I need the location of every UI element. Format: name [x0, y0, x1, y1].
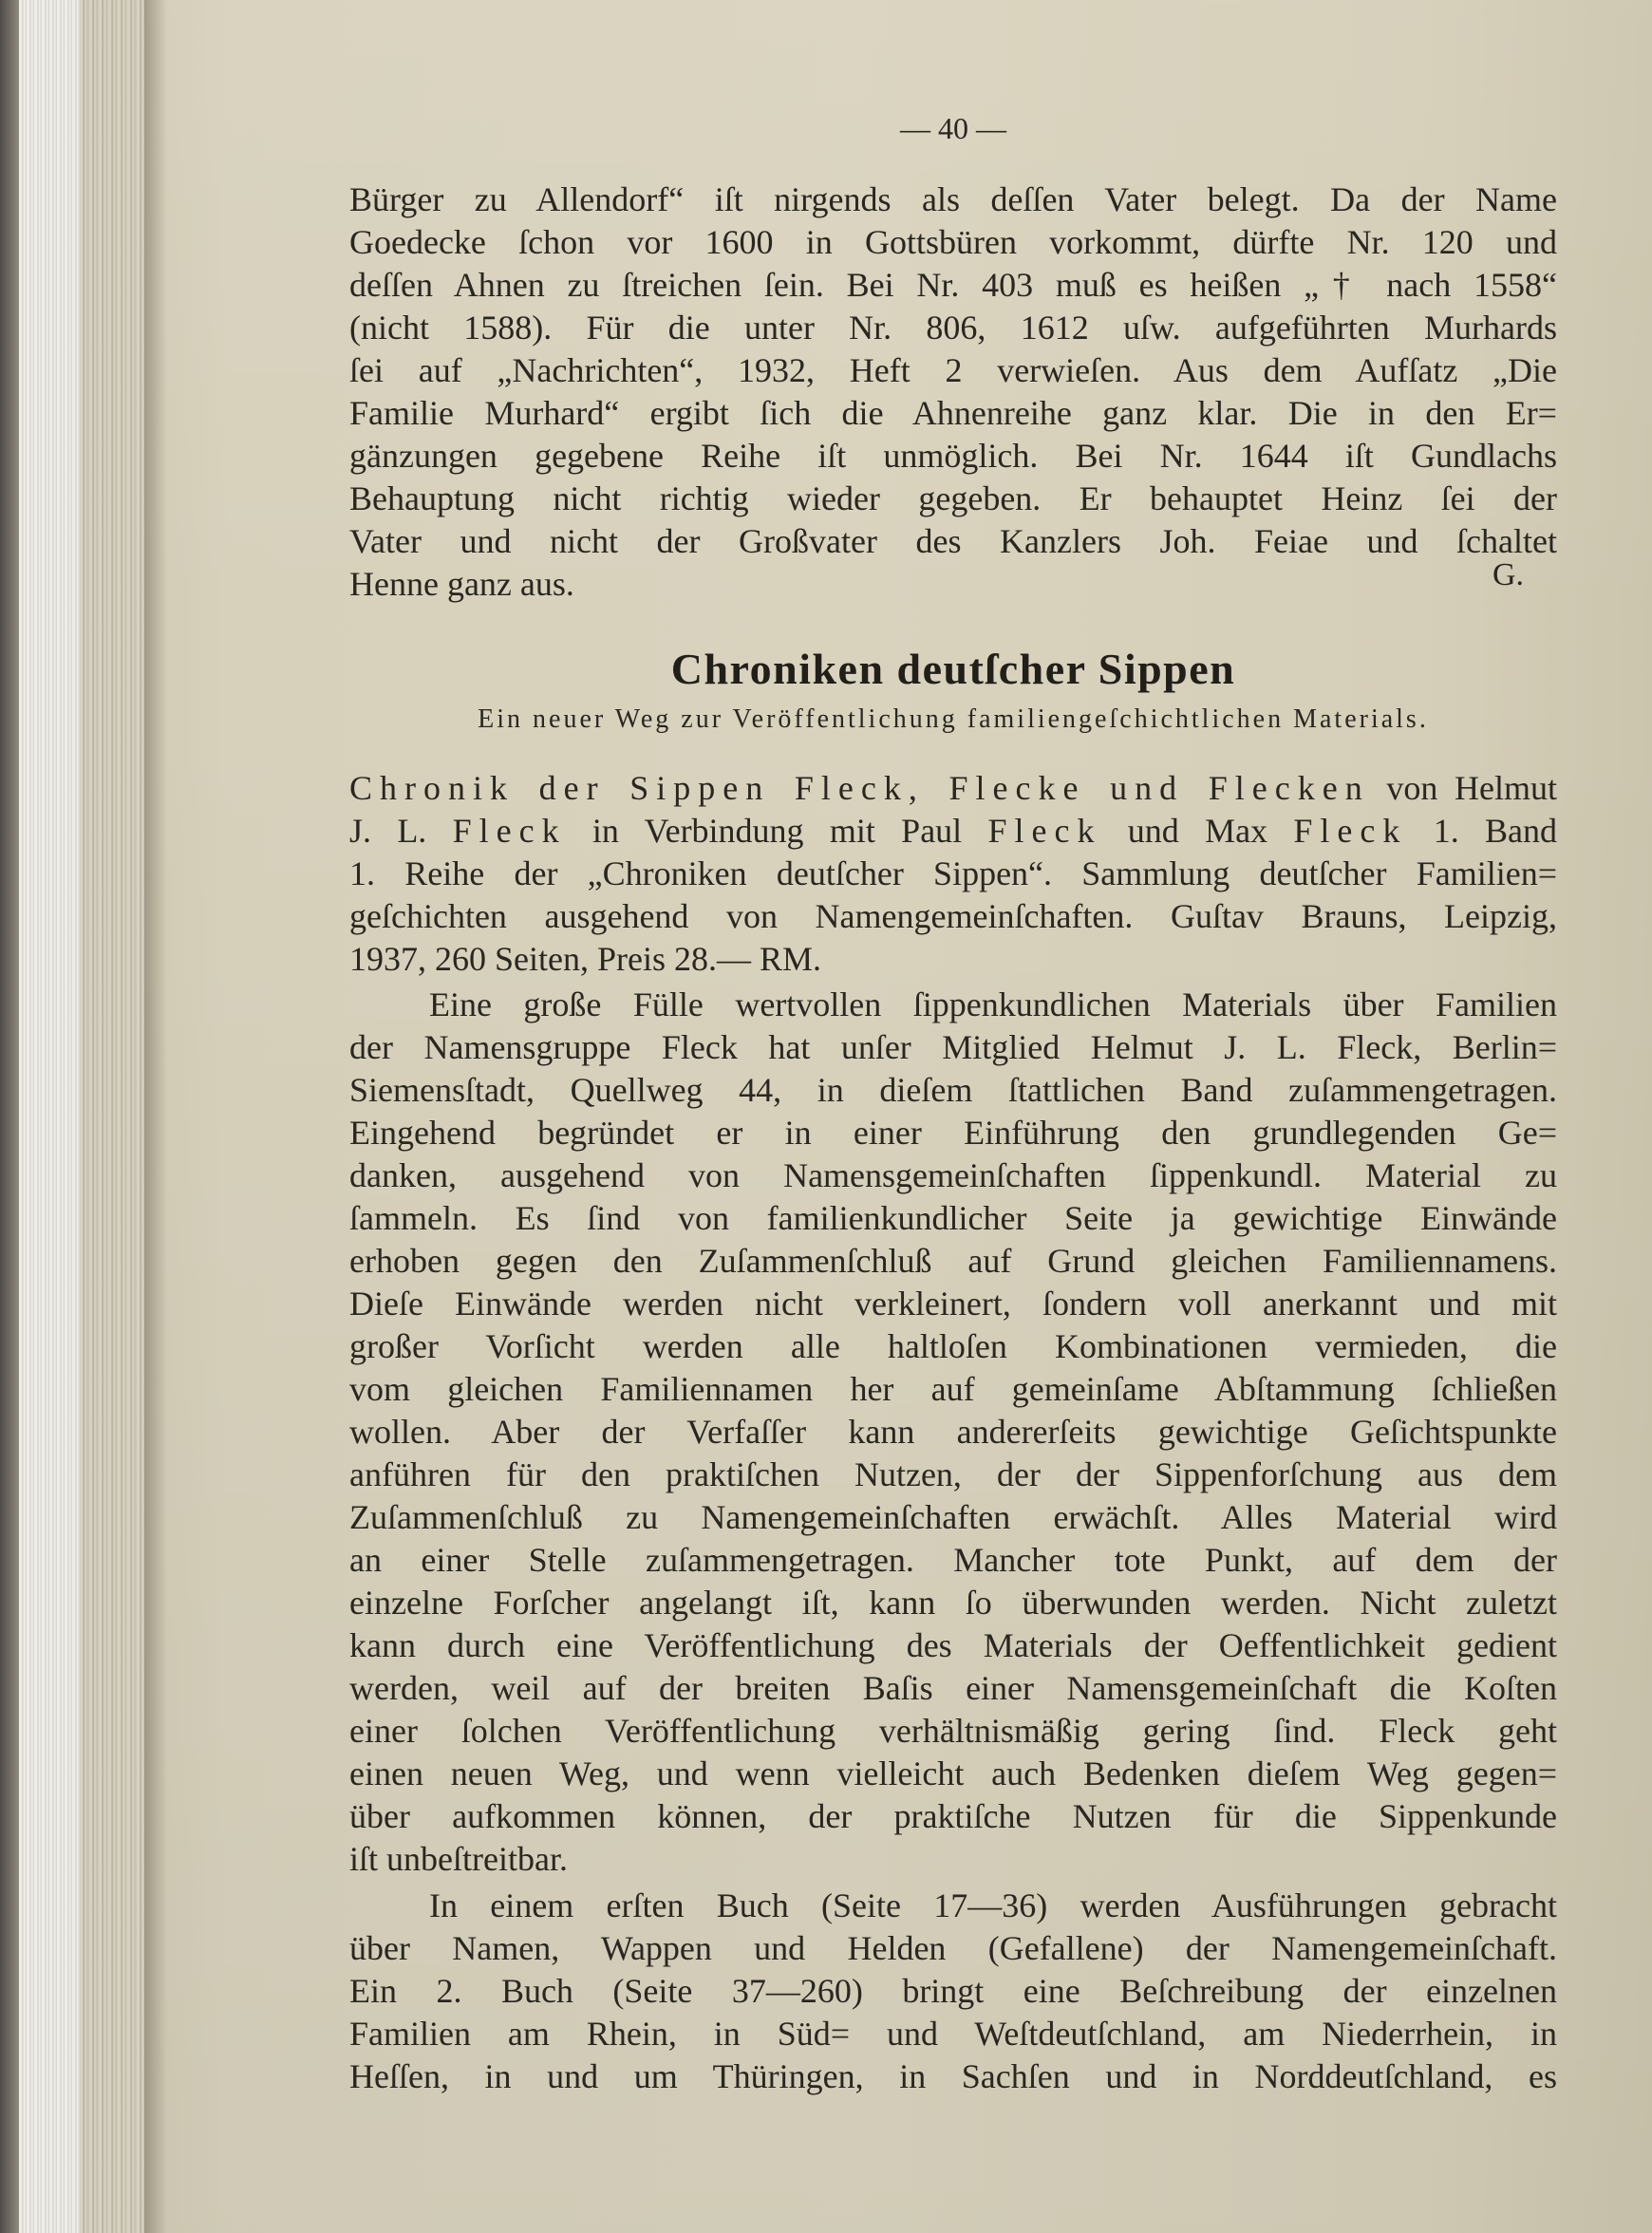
text-line [349, 810, 1557, 853]
page-stack-edge-dark [80, 0, 144, 2233]
text-line: großer Vorſicht werden alle haltloſen Kombinationen vermieden, die [349, 1327, 1557, 1365]
text-line: iſt unbeſtreitbar. [349, 1840, 568, 1878]
text-line: Zuſammenſchluß zu Namengemeinſchaften erwächſt. Alles Material wird [349, 1498, 1557, 1536]
text-segment: und Max [1101, 812, 1294, 850]
text-line: Familie Murhard“ ergibt ſich die Ahnenreihe ganz klar. Die in den Er= [349, 394, 1557, 432]
text-segment: von Helmut [1369, 769, 1558, 807]
author-initial: G. [1492, 557, 1525, 592]
spaced-text: Fleck [1293, 812, 1408, 850]
text-line: kann durch eine Veröffentlichung des Materials der Oeffentlichkeit gedient [349, 1626, 1557, 1664]
text-line: Goedecke ſchon vor 1600 in Gottsbüren vorkommt, dürfte Nr. 120 und [349, 223, 1557, 261]
text-line: Heſſen, in und um Thüringen, in Sachſen und in Norddeutſchland, es [349, 2057, 1557, 2095]
text-segment: geſchichten ausgehend von Namengemeinſchaften. Guſtav Brauns, Leipzig, [349, 897, 1557, 935]
text-line: erhoben gegen den Zuſammenſchluß auf Grund gleichen Familiennamens. [349, 1242, 1557, 1280]
text-line: werden, weil auf der breiten Baſis einer Namensgemeinſchaft die Koſten [349, 1669, 1557, 1707]
text-line: gänzungen gegebene Reihe iſt unmöglich. Bei Nr. 1644 iſt Gundlachs [349, 437, 1557, 475]
text-line: über aufkommen können, der praktiſche Nutzen für die Sippenkunde [349, 1797, 1557, 1835]
text-line: Familien am Rhein, in Süd= und Weſtdeutſchland, am Niederrhein, in [349, 2015, 1557, 2053]
text-segment: J. L. [349, 812, 453, 850]
text-line: danken, ausgehend von Namensgemeinſchaften ſippenkundl. Material zu [349, 1156, 1557, 1194]
section-heading: Chroniken deutſcher Sippen [670, 645, 1236, 693]
text-line: Henne ganz aus. [349, 565, 574, 603]
paragraph [349, 984, 1557, 1881]
spaced-text: Chronik der Sippen Fleck, Flecke und Flecken [349, 769, 1370, 807]
text-line: wollen. Aber der Verfaſſer kann andererſeits gewichtige Geſichtspunkte [349, 1413, 1557, 1451]
book-cover-edge [0, 0, 19, 2233]
text-line [349, 895, 1557, 938]
text-line: Eine große Fülle wertvollen ſippenkundlichen Materials über Familien [429, 985, 1557, 1023]
text-segment: 1937, 260 Seiten, Preis 28.— RM. [349, 940, 822, 978]
text-line: vom gleichen Familiennamen her auf gemeinſame Abſtammung ſchließen [349, 1370, 1557, 1408]
text-line: (nicht 1588). Für die unter Nr. 806, 1612 uſw. aufgeführten Murhards [349, 309, 1557, 347]
text-segment: 1. Band [1407, 812, 1557, 850]
spaced-text: Fleck [987, 812, 1102, 850]
text-line: Siemensſtadt, Quellweg 44, in dieſem ſtattlichen Band zuſammengetragen. [349, 1071, 1557, 1109]
spaced-text: Fleck [452, 812, 567, 850]
text-line: Ein 2. Buch (Seite 37—260) bringt eine Beſchreibung der einzelnen [349, 1972, 1557, 2010]
text-line: Behauptung nicht richtig wieder gegeben. Er behauptet Heinz ſei der [349, 479, 1557, 517]
text-segment: 1. Reihe der „Chroniken deutſcher Sippen“. Sammlung deutſcher Familien= [349, 854, 1557, 892]
text-line: Bürger zu Allendorf“ iſt nirgends als deſſen Vater belegt. Da der Name [349, 180, 1557, 218]
page-number: — 40 — [900, 111, 1006, 145]
text-line: ſammeln. Es ſind von familienkundlicher Seite ja gewichtige Einwände [349, 1199, 1557, 1237]
text-line: an einer Stelle zuſammengetragen. Mancher tote Punkt, auf dem der [349, 1541, 1557, 1579]
page-stack-edge-light [19, 0, 80, 2233]
text-line: In einem erſten Buch (Seite 17—36) werden Ausführungen gebracht [429, 1886, 1557, 1924]
text-line: ſei auf „Nachrichten“, 1932, Heft 2 verwieſen. Aus dem Aufſatz „Die [349, 351, 1557, 389]
review-ending-paragraph [349, 178, 1557, 606]
section-subheading: Ein neuer Weg zur Veröffentlichung familiengeſchichtlichen Materials. [478, 704, 1429, 734]
page-edge-shadow [144, 0, 167, 2233]
text-line: Dieſe Einwände werden nicht verkleinert, ſondern voll anerkannt und mit [349, 1285, 1557, 1323]
text-line: einen neuen Weg, und wenn vielleicht auch Bedenken dieſem Weg gegen= [349, 1754, 1557, 1792]
text-line: Vater und nicht der Großvater des Kanzlers Joh. Feiae und ſchaltet [349, 522, 1557, 560]
text-line [349, 938, 1557, 981]
paragraph [349, 1885, 1557, 2098]
text-line: einer ſolchen Veröffentlichung verhältnismäßig gering ſind. Fleck geht [349, 1712, 1557, 1750]
text-line: Eingehend begründet er in einer Einführung den grundlegenden Ge= [349, 1114, 1557, 1152]
text-line: deſſen Ahnen zu ſtreichen ſein. Bei Nr. 403 muß es heißen „† nach 1558“ [349, 266, 1557, 304]
text-line: anführen für den praktiſchen Nutzen, der der Sippenforſchung aus dem [349, 1455, 1557, 1493]
book-citation [349, 767, 1557, 981]
text-line [349, 767, 1557, 810]
text-line: über Namen, Wappen und Helden (Gefallene) der Namengemeinſchaft. [349, 1929, 1557, 1967]
text-line [349, 853, 1557, 895]
text-line: einzelne Forſcher angelangt iſt, kann ſo überwunden werden. Nicht zuletzt [349, 1584, 1557, 1622]
text-line: der Namensgruppe Fleck hat unſer Mitglied Helmut J. L. Fleck, Berlin= [349, 1028, 1557, 1066]
text-segment: in Verbindung mit Paul [566, 812, 988, 850]
